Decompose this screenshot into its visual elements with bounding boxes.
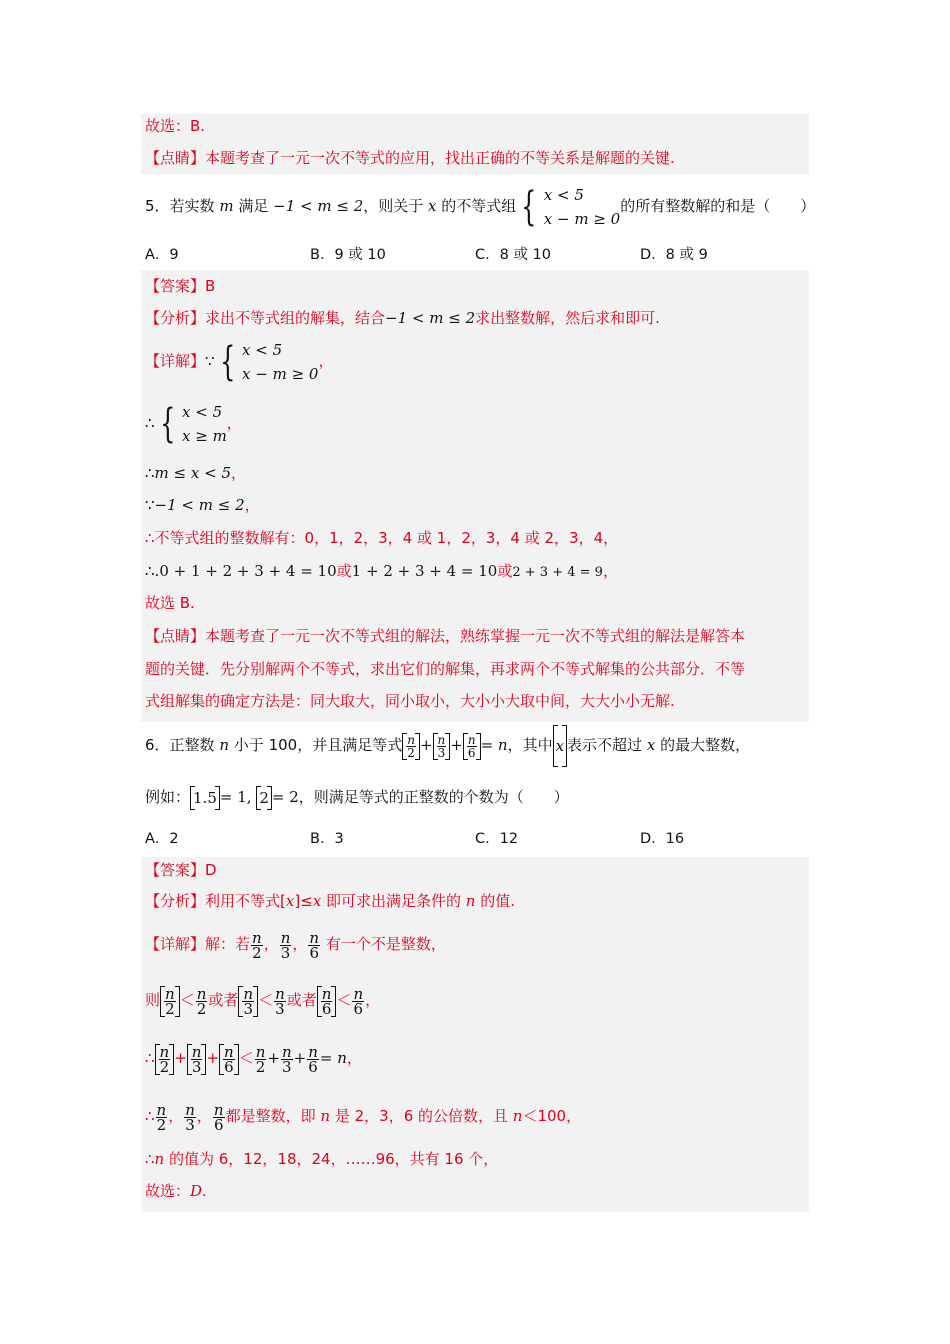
d6-sum-b: 1 + 2 + 3 + 4 = 10	[351, 562, 498, 580]
d1-row-1: x < 5	[242, 341, 283, 359]
d6-sum-c: 2 + 3 + 4 = 9	[512, 565, 603, 580]
q5-stem-e: 的所有整数解的和是（ ）	[620, 197, 816, 215]
q5-comment-3: 式组解集的确定方法是：同大取大，同小取小，大小小大取中间，大大小小无解.	[145, 692, 675, 710]
d6-sum-a: .0 + 1 + 2 + 3 + 4 = 10	[154, 562, 337, 580]
q5-inequality-system: { x < 5 x − m ≥ 0	[521, 184, 621, 230]
q6-detail-1: 【详解】解：若 $\frac{n}{2}$ ， $\frac{n}{3}$ ， $\frac{n}{6}$ 有一个不是整数，	[145, 928, 446, 962]
therefore-symbol: ∴	[145, 562, 155, 580]
d2-row-1: x < 5	[182, 403, 223, 421]
then-word: 则	[145, 991, 161, 1009]
var-n: n	[219, 736, 230, 754]
therefore-symbol: ∴	[145, 414, 155, 432]
comment-line-1: 本题考查了一元一次不等式组的解法，熟练掌握一元一次不等式组的解法是解答本	[205, 627, 746, 645]
var-x: x	[428, 197, 437, 215]
d4-expression: −1 < m ≤ 2	[154, 496, 245, 514]
d6-or-2: 或	[497, 562, 513, 580]
analysis-b: 求出整数解，然后求和即可.	[475, 309, 660, 327]
analysis-d: 的值.	[480, 892, 516, 910]
detail-tag: 【详解】	[145, 352, 206, 370]
therefore-symbol: ∴	[145, 1150, 155, 1168]
detail-a: 解：若	[205, 935, 251, 953]
q5-stem-a: 若实数	[169, 197, 215, 215]
analysis-x: x	[285, 892, 295, 910]
q6-stem-c: ，其中	[507, 736, 553, 754]
comma: ，	[226, 414, 242, 432]
q6-answer	[145, 859, 217, 881]
var-x: x	[646, 736, 656, 754]
comma: ，	[230, 464, 246, 482]
therefore-symbol: ∴	[145, 529, 155, 547]
d2-row-2: x ≥ m	[182, 427, 227, 445]
q5-stem-c: ，则关于	[363, 197, 424, 215]
q6-stem-d: 表示不超过	[567, 736, 643, 754]
q5-detail-3	[145, 462, 246, 484]
floor-example-1: 1.5	[190, 786, 220, 810]
var-m: m	[219, 197, 234, 215]
answer-tag: 【答案】	[145, 861, 206, 879]
q6-number: 6．	[145, 736, 170, 754]
q4-comment	[145, 147, 675, 169]
q5-option-a: A．9	[145, 247, 179, 263]
q5-condition: −1 < m ≤ 2	[273, 197, 364, 215]
therefore-symbol: ∴	[145, 1049, 155, 1067]
q6-option-b: B．3	[310, 831, 344, 847]
detail-tag: 【详解】	[145, 935, 206, 953]
because-symbol: ∵	[145, 496, 155, 514]
q5-detail-6	[145, 560, 618, 584]
sys-row-2: x − m ≥ 0	[543, 210, 621, 228]
analysis-c: 即可求出满足条件的	[321, 892, 462, 910]
floor-n-2: $\frac{n}{2}$	[402, 733, 420, 760]
q6-option-a: A．2	[145, 831, 179, 847]
q6-stem-b: 小于 100，并且满足等式	[233, 736, 403, 754]
floor-n-6: $\frac{n}{6}$	[463, 733, 481, 760]
plus: +	[419, 736, 433, 754]
example-1-value: = 1,	[219, 788, 252, 806]
eq-tail: = n	[480, 736, 508, 754]
therefore-symbol: ∴	[145, 1107, 155, 1125]
comma: ，	[318, 352, 334, 370]
comment-tag: 【点睛】	[145, 627, 206, 645]
detail-system-1: { x < 5 x − m ≥ 0	[219, 339, 319, 385]
q6-stem-2	[145, 786, 569, 810]
floor-n-3: $\frac{n}{3}$	[433, 733, 451, 760]
floor-example-2: 2	[256, 786, 272, 810]
q5-detail-5	[145, 527, 618, 549]
analysis-b: ]≤	[294, 892, 313, 910]
q6-stem-1	[145, 725, 750, 767]
q5-option-b: B．9 或 10	[310, 247, 386, 263]
d1-row-2: x − m ≥ 0	[242, 365, 319, 383]
q5-analysis	[145, 307, 660, 329]
q5-number: 5．	[145, 197, 170, 215]
q6-stem-g: ，则满足等式的正整数的个数为（ ）	[298, 788, 569, 806]
analysis-a: 利用不等式[	[205, 892, 286, 910]
d5-text: 不等式组的整数解有：0，1，2，3，4 或 1，2，3，4 或 2，3，4，	[154, 529, 619, 547]
floor-x: x	[553, 725, 567, 767]
detail-b: 有一个不是整数，	[325, 935, 446, 953]
q5-answer	[145, 275, 215, 297]
q5-stem-d: 的不等式组	[441, 197, 517, 215]
q6-stem-e: 的最大整数，	[660, 736, 751, 754]
answer-value: B	[205, 277, 216, 295]
therefore-symbol: ∴	[145, 464, 155, 482]
q5-detail-4	[145, 494, 260, 516]
q5-option-c: C．8 或 10	[475, 247, 552, 263]
analysis-x2: x	[312, 892, 322, 910]
answer-value: D	[205, 861, 217, 879]
comma: ，	[244, 496, 260, 514]
q5-conclusion: 故选 B.	[145, 594, 195, 612]
q6-conclusion: 故选：D.	[145, 1182, 207, 1200]
plus: +	[450, 736, 463, 754]
analysis-a: 求出不等式组的解集，结合	[205, 309, 386, 327]
analysis-tag: 【分析】	[145, 892, 206, 910]
analysis-condition: −1 < m ≤ 2	[385, 309, 476, 327]
example-2-value: = 2	[271, 788, 299, 806]
l5-text: 的值为 6，12，18，24，……96，共有 16 个，	[169, 1150, 499, 1168]
q5-stem-b: 满足	[238, 197, 269, 215]
q5-detail-2	[145, 400, 242, 448]
q5-detail-1	[145, 338, 333, 386]
q4-conclusion: 故选：B.	[145, 117, 206, 135]
q6-detail-4: ∴ $\frac{n}{2}$ ， $\frac{n}{3}$ ， $\frac{n}{6}$ 都是整数，即 n 是 2，3，6 的公倍数，且 n＜100，	[145, 1100, 582, 1134]
detail-system-2: { x < 5 x ≥ m	[159, 401, 227, 447]
answer-tag: 【答案】	[145, 277, 206, 295]
q6-detail-5: ∴n 的值为 6，12，18，24，……96，共有 16 个，	[145, 1150, 499, 1168]
comment-text: 本题考查了一元一次不等式的应用，找出正确的不等关系是解题的关键.	[205, 149, 675, 167]
q5-stem	[145, 180, 815, 232]
q6-option-d: D．16	[640, 831, 685, 847]
d6-or-1: 或	[336, 562, 352, 580]
q6-analysis	[145, 890, 515, 912]
q6-detail-2: 则 $\frac{n}{2}$ ＜ $\frac{n}{2}$ 或者 $\frac{n}{3}$ ＜ $\frac{n}{3}$ 或者 $\frac{n}{6}$ ＜ $\frac{n}{6}$ ，	[145, 984, 381, 1018]
analysis-n: n	[465, 892, 476, 910]
q5-comment-2: 题的关键．先分别解两个不等式，求出它们的解集，再求两个不等式解集的公共部分．不等	[145, 660, 746, 678]
sys-row-1: x < 5	[543, 186, 584, 204]
d3-expression: m ≤ x < 5	[154, 464, 231, 482]
q6-option-c: C．12	[475, 831, 519, 847]
q5-comment-1	[145, 625, 745, 647]
q6-stem-a: 正整数	[169, 736, 215, 754]
because-symbol: ∵	[205, 352, 215, 370]
comma: ，	[602, 562, 618, 580]
q5-option-d: D．8 或 9	[640, 247, 708, 263]
q6-stem-f: 例如：	[145, 788, 191, 806]
analysis-tag: 【分析】	[145, 309, 206, 327]
comment-tag: 【点睛】	[145, 149, 206, 167]
q6-detail-3: ∴ $\frac{n}{2}$ + $\frac{n}{3}$ + $\frac{n}{6}$ ＜ $\frac{n}{2}$ + $\frac{n}{3}$ + $\frac{n}{6}$ = n，	[145, 1042, 362, 1076]
